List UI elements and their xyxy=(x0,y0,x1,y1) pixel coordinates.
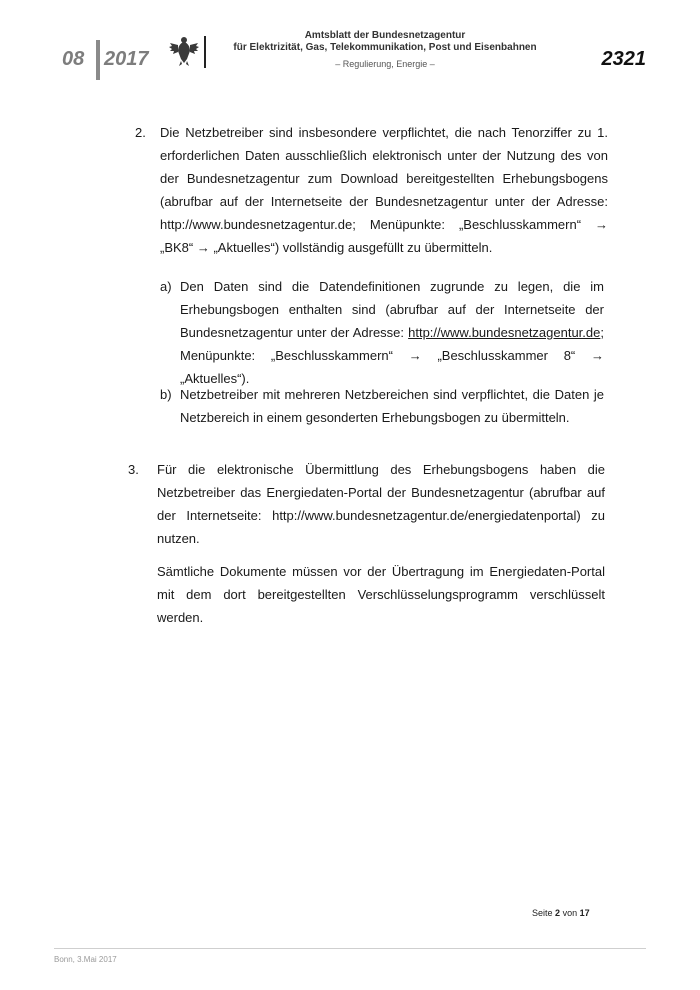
item-2a-text-start: Den Daten sind die Datendefinitionen zugrunde zu legen, die im Erhebungsbogen enthalten sind (abrufbar auf der Internetseite der Bundesnetzagentur unter der Adresse: xyxy=(180,279,604,340)
page-indicator-total: 17 xyxy=(579,908,590,918)
federal-eagle-icon xyxy=(167,33,201,67)
footer-date: Bonn, 3.Mai 2017 xyxy=(54,955,117,964)
header-divider xyxy=(96,40,100,80)
item-3-note: Sämtliche Dokumente müssen vor der Übertragung im Energiedaten-Portal mit dem dort bereitgestellten Verschlüsselungsprogramm verschlüsselt werden. xyxy=(157,564,605,625)
item-2b-marker: b) xyxy=(160,387,172,402)
item-2a-text-end: ; Menüpunkte: „Beschlusskammern“ → „Beschlusskammer 8“ → „Aktuelles“). xyxy=(180,325,604,386)
gazette-title xyxy=(220,30,550,54)
item-2-marker: 2. xyxy=(135,125,146,140)
page-number: 2321 xyxy=(601,48,646,70)
item-2a-marker: a) xyxy=(160,279,172,294)
issue-year: 2017 xyxy=(104,48,149,70)
item-2a-text xyxy=(180,275,604,390)
item-2b-text: Netzbetreiber mit mehreren Netzbereichen sind verpflichtet, die Daten je Netzbereich in einem gesonderten Erhebungsbogen zu übermitteln. xyxy=(180,387,604,425)
bnetza-link[interactable]: http://www.bundesnetzagentur.de xyxy=(408,325,601,340)
page-indicator-current: 2 xyxy=(555,908,561,918)
gazette-subtitle: – Regulierung, Energie – xyxy=(335,59,435,69)
gazette-title-line1: Amtsblatt der Bundesnetzagentur xyxy=(304,30,466,41)
footer-divider xyxy=(54,948,646,949)
issue-number: 08 xyxy=(62,48,85,70)
item-3-marker: 3. xyxy=(128,462,139,477)
gazette-title-line2: für Elektrizität, Gas, Telekommunikation, Post und Eisenbahnen xyxy=(233,42,537,53)
header-rule xyxy=(204,36,206,68)
page-indicator-of: von xyxy=(562,908,578,918)
page-indicator-label: Seite xyxy=(532,908,553,918)
item-2-text: Die Netzbetreiber sind insbesondere verpflichtet, die nach Tenorziffer zu 1. erforderlichen Daten ausschließlich elektronisch unter der Nutzung des von der Bundesnetzagentur zum Download bereitgestellten Erhebungsbogens (abrufbar auf der Internetseite der Bundesnetzagentur unter der Adresse: http://www.bundesnetzagentur.de; Menüpunkte: „Beschlusskammern“ → „BK8“ → „Aktuelles“) vollständig ausgefüllt zu übermitteln. xyxy=(160,125,608,255)
item-3-text: Für die elektronische Übermittlung des Erhebungsbogens haben die Netzbetreiber das Energiedaten-Portal der Bundesnetzagentur (abrufbar auf der Internetseite: http://www.bundesnetzagentur.de/energiedatenportal) zu nutzen. xyxy=(157,462,605,546)
page-indicator xyxy=(532,908,590,918)
